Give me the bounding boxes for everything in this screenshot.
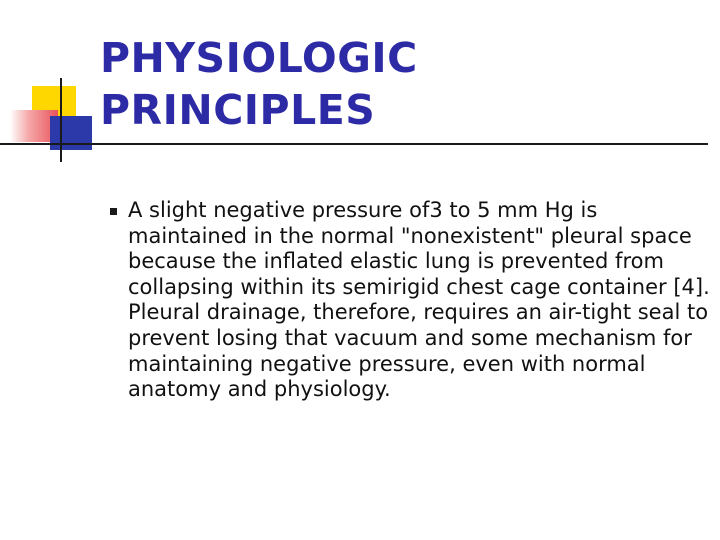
slide-title-line2: PRINCIPLES <box>100 86 376 134</box>
slide-title-line1: PHYSIOLOGIC <box>100 34 418 82</box>
slide-title <box>100 32 418 136</box>
title-underline <box>38 143 708 145</box>
decoration-horizontal-line-left <box>0 143 38 145</box>
square-bullet-icon <box>110 208 117 215</box>
decoration-vertical-line <box>60 78 62 162</box>
bullet-list <box>110 198 710 403</box>
list-item <box>110 198 710 403</box>
bullet-text: A slight negative pressure of3 to 5 mm Hg is maintained in the normal "nonexistent" pleural space because the inflated elastic lung is prevented from collapsing within its semirigid chest cage container [4]. Pleural drainage, therefore, requires an air-tight seal to prevent losing that vacuum and some mechanism for maintaining negative pressure, even with normal anatomy and physiology. <box>128 198 710 402</box>
